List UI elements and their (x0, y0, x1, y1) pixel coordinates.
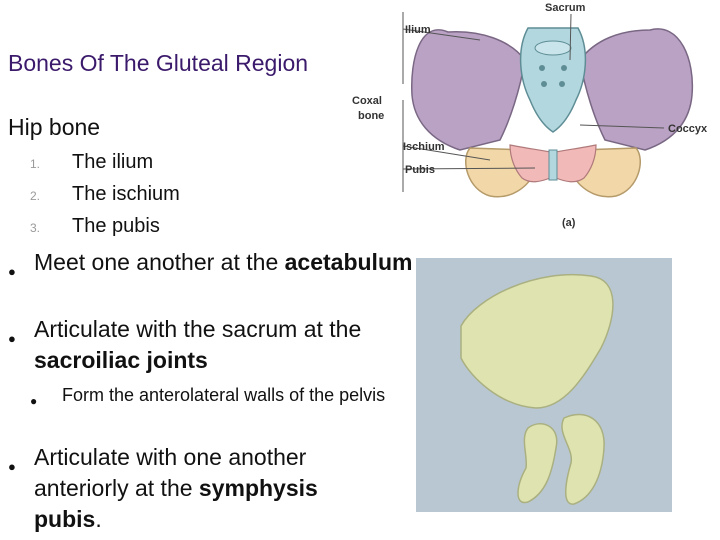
bullet-marker: ● (8, 459, 16, 474)
subheading-hip-bone: Hip bone (8, 114, 101, 140)
bullet-marker: ● (8, 331, 16, 346)
bullet-text: Articulate with the sacrum at the sacroiliac joints (34, 316, 362, 373)
list-item (30, 148, 350, 180)
term-symphysis-pubis: symphysis pubis (34, 475, 318, 532)
numbered-list (30, 148, 350, 244)
bullet-text: Articulate with one another anteriorly at the symphysis pubis. (34, 444, 318, 532)
list-number: 3. (30, 221, 41, 235)
hip-bone-photo (416, 258, 672, 512)
label-pubis: Pubis (405, 164, 435, 176)
ilium-left (412, 30, 525, 150)
label-coccyx: Coccyx (668, 123, 708, 135)
label-panel-a: (a) (562, 217, 576, 229)
list-number: 2. (30, 189, 41, 203)
label-coxal: Coxal (352, 95, 382, 107)
sub-bullet-text: Form the anterolateral walls of the pelvis (62, 385, 386, 405)
list-item-text: The ischium (72, 183, 180, 205)
bullet-marker: ● (30, 394, 38, 408)
label-bone: bone (358, 110, 385, 122)
pelvis-diagram (350, 0, 720, 240)
label-ischium: Ischium (403, 141, 445, 153)
term-acetabulum: acetabulum (284, 249, 413, 275)
list-item (30, 180, 350, 212)
list-item-text: The ilium (72, 151, 154, 173)
term-sacroiliac-joints: sacroiliac joints (34, 347, 208, 373)
slide-title: Bones Of The Gluteal Region (8, 50, 309, 76)
label-sacrum: Sacrum (545, 2, 586, 14)
list-number: 1. (30, 157, 41, 171)
bullet-text: Meet one another at the acetabulum (34, 249, 413, 275)
bullet-marker: ● (8, 264, 16, 279)
list-item-text: The pubis (72, 215, 160, 237)
label-ilium: Ilium (405, 24, 431, 36)
list-item (30, 212, 350, 244)
